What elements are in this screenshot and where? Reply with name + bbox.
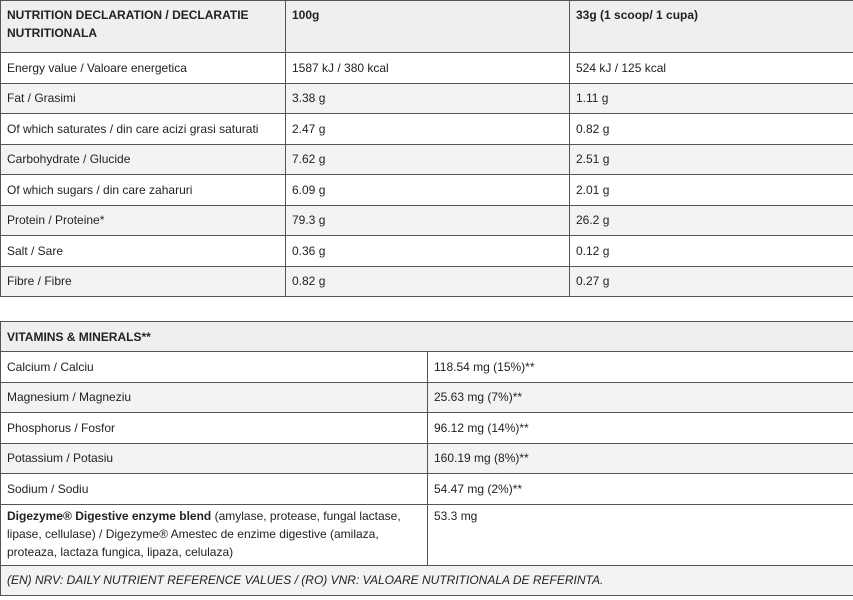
value-per-serving: 26.2 g bbox=[570, 205, 853, 236]
nutrient-name: Salt / Sare bbox=[1, 236, 286, 267]
mineral-name: Calcium / Calciu bbox=[1, 352, 428, 383]
value-per-serving: 1.11 g bbox=[570, 83, 853, 114]
vitamins-header-row bbox=[1, 322, 853, 352]
footnote-row bbox=[1, 565, 853, 595]
enzyme-blend-details: (amylase, protease, fungal lactase, lipase, cellulase) / Digezyme® Amestec de enzime digestive (amilaza, proteaza, lactaza fungica, lipaza, celulaza) bbox=[7, 508, 401, 559]
value-per-serving: 2.51 g bbox=[570, 144, 853, 175]
nrv-footnote: (EN) NRV: DAILY NUTRIENT REFERENCE VALUES / (RO) VNR: VALOARE NUTRITIONALA DE REFERINTA. bbox=[1, 565, 853, 595]
header-cell: 100g bbox=[286, 1, 570, 53]
value-per-serving: 0.12 g bbox=[570, 236, 853, 267]
value-per-100g: 0.82 g bbox=[286, 266, 570, 297]
nutrient-name: Fat / Grasimi bbox=[1, 83, 286, 114]
table-row bbox=[1, 53, 853, 84]
table-row bbox=[1, 382, 853, 413]
mineral-value: 118.54 mg (15%)** bbox=[428, 352, 853, 383]
table-row bbox=[1, 236, 853, 267]
nutrient-name: Carbohydrate / Glucide bbox=[1, 144, 286, 175]
enzyme-blend-row bbox=[1, 504, 853, 565]
nutrition-table bbox=[0, 0, 853, 297]
nutrient-name: Of which sugars / din care zaharuri bbox=[1, 175, 286, 206]
value-per-100g: 3.38 g bbox=[286, 83, 570, 114]
value-per-100g: 1587 kJ / 380 kcal bbox=[286, 53, 570, 84]
table-row bbox=[1, 205, 853, 236]
mineral-name: Magnesium / Magneziu bbox=[1, 382, 428, 413]
table-row bbox=[1, 83, 853, 114]
header-cell: VITAMINS & MINERALS** bbox=[1, 322, 853, 352]
table-row bbox=[1, 266, 853, 297]
value-per-serving: 0.27 g bbox=[570, 266, 853, 297]
nutrition-header-row bbox=[1, 1, 853, 53]
table-row bbox=[1, 413, 853, 444]
mineral-value: 25.63 mg (7%)** bbox=[428, 382, 853, 413]
table-row bbox=[1, 144, 853, 175]
mineral-value: 96.12 mg (14%)** bbox=[428, 413, 853, 444]
header-cell: 33g (1 scoop/ 1 cupa) bbox=[570, 1, 853, 53]
value-per-100g: 79.3 g bbox=[286, 205, 570, 236]
value-per-100g: 7.62 g bbox=[286, 144, 570, 175]
nutrient-name: Fibre / Fibre bbox=[1, 266, 286, 297]
mineral-value: 54.47 mg (2%)** bbox=[428, 474, 853, 505]
enzyme-blend-description bbox=[1, 504, 428, 565]
mineral-name: Phosphorus / Fosfor bbox=[1, 413, 428, 444]
table-row bbox=[1, 443, 853, 474]
nutrient-name: Of which saturates / din care acizi grasi saturati bbox=[1, 114, 286, 145]
vitamins-minerals-table bbox=[0, 321, 853, 596]
mineral-value: 160.19 mg (8%)** bbox=[428, 443, 853, 474]
value-per-100g: 6.09 g bbox=[286, 175, 570, 206]
table-row bbox=[1, 474, 853, 505]
value-per-serving: 0.82 g bbox=[570, 114, 853, 145]
value-per-100g: 0.36 g bbox=[286, 236, 570, 267]
table-row bbox=[1, 352, 853, 383]
table-row bbox=[1, 114, 853, 145]
mineral-name: Sodium / Sodiu bbox=[1, 474, 428, 505]
table-row bbox=[1, 175, 853, 206]
value-per-serving: 2.01 g bbox=[570, 175, 853, 206]
enzyme-blend-name: Digezyme® Digestive enzyme blend bbox=[7, 508, 212, 523]
value-per-serving: 524 kJ / 125 kcal bbox=[570, 53, 853, 84]
value-per-100g: 2.47 g bbox=[286, 114, 570, 145]
enzyme-blend-value: 53.3 mg bbox=[428, 504, 853, 565]
mineral-name: Potassium / Potasiu bbox=[1, 443, 428, 474]
nutrient-name: Energy value / Valoare energetica bbox=[1, 53, 286, 84]
header-cell: NUTRITION DECLARATION / DECLARATIE NUTRITIONALA bbox=[1, 1, 286, 53]
nutrient-name: Protein / Proteine* bbox=[1, 205, 286, 236]
